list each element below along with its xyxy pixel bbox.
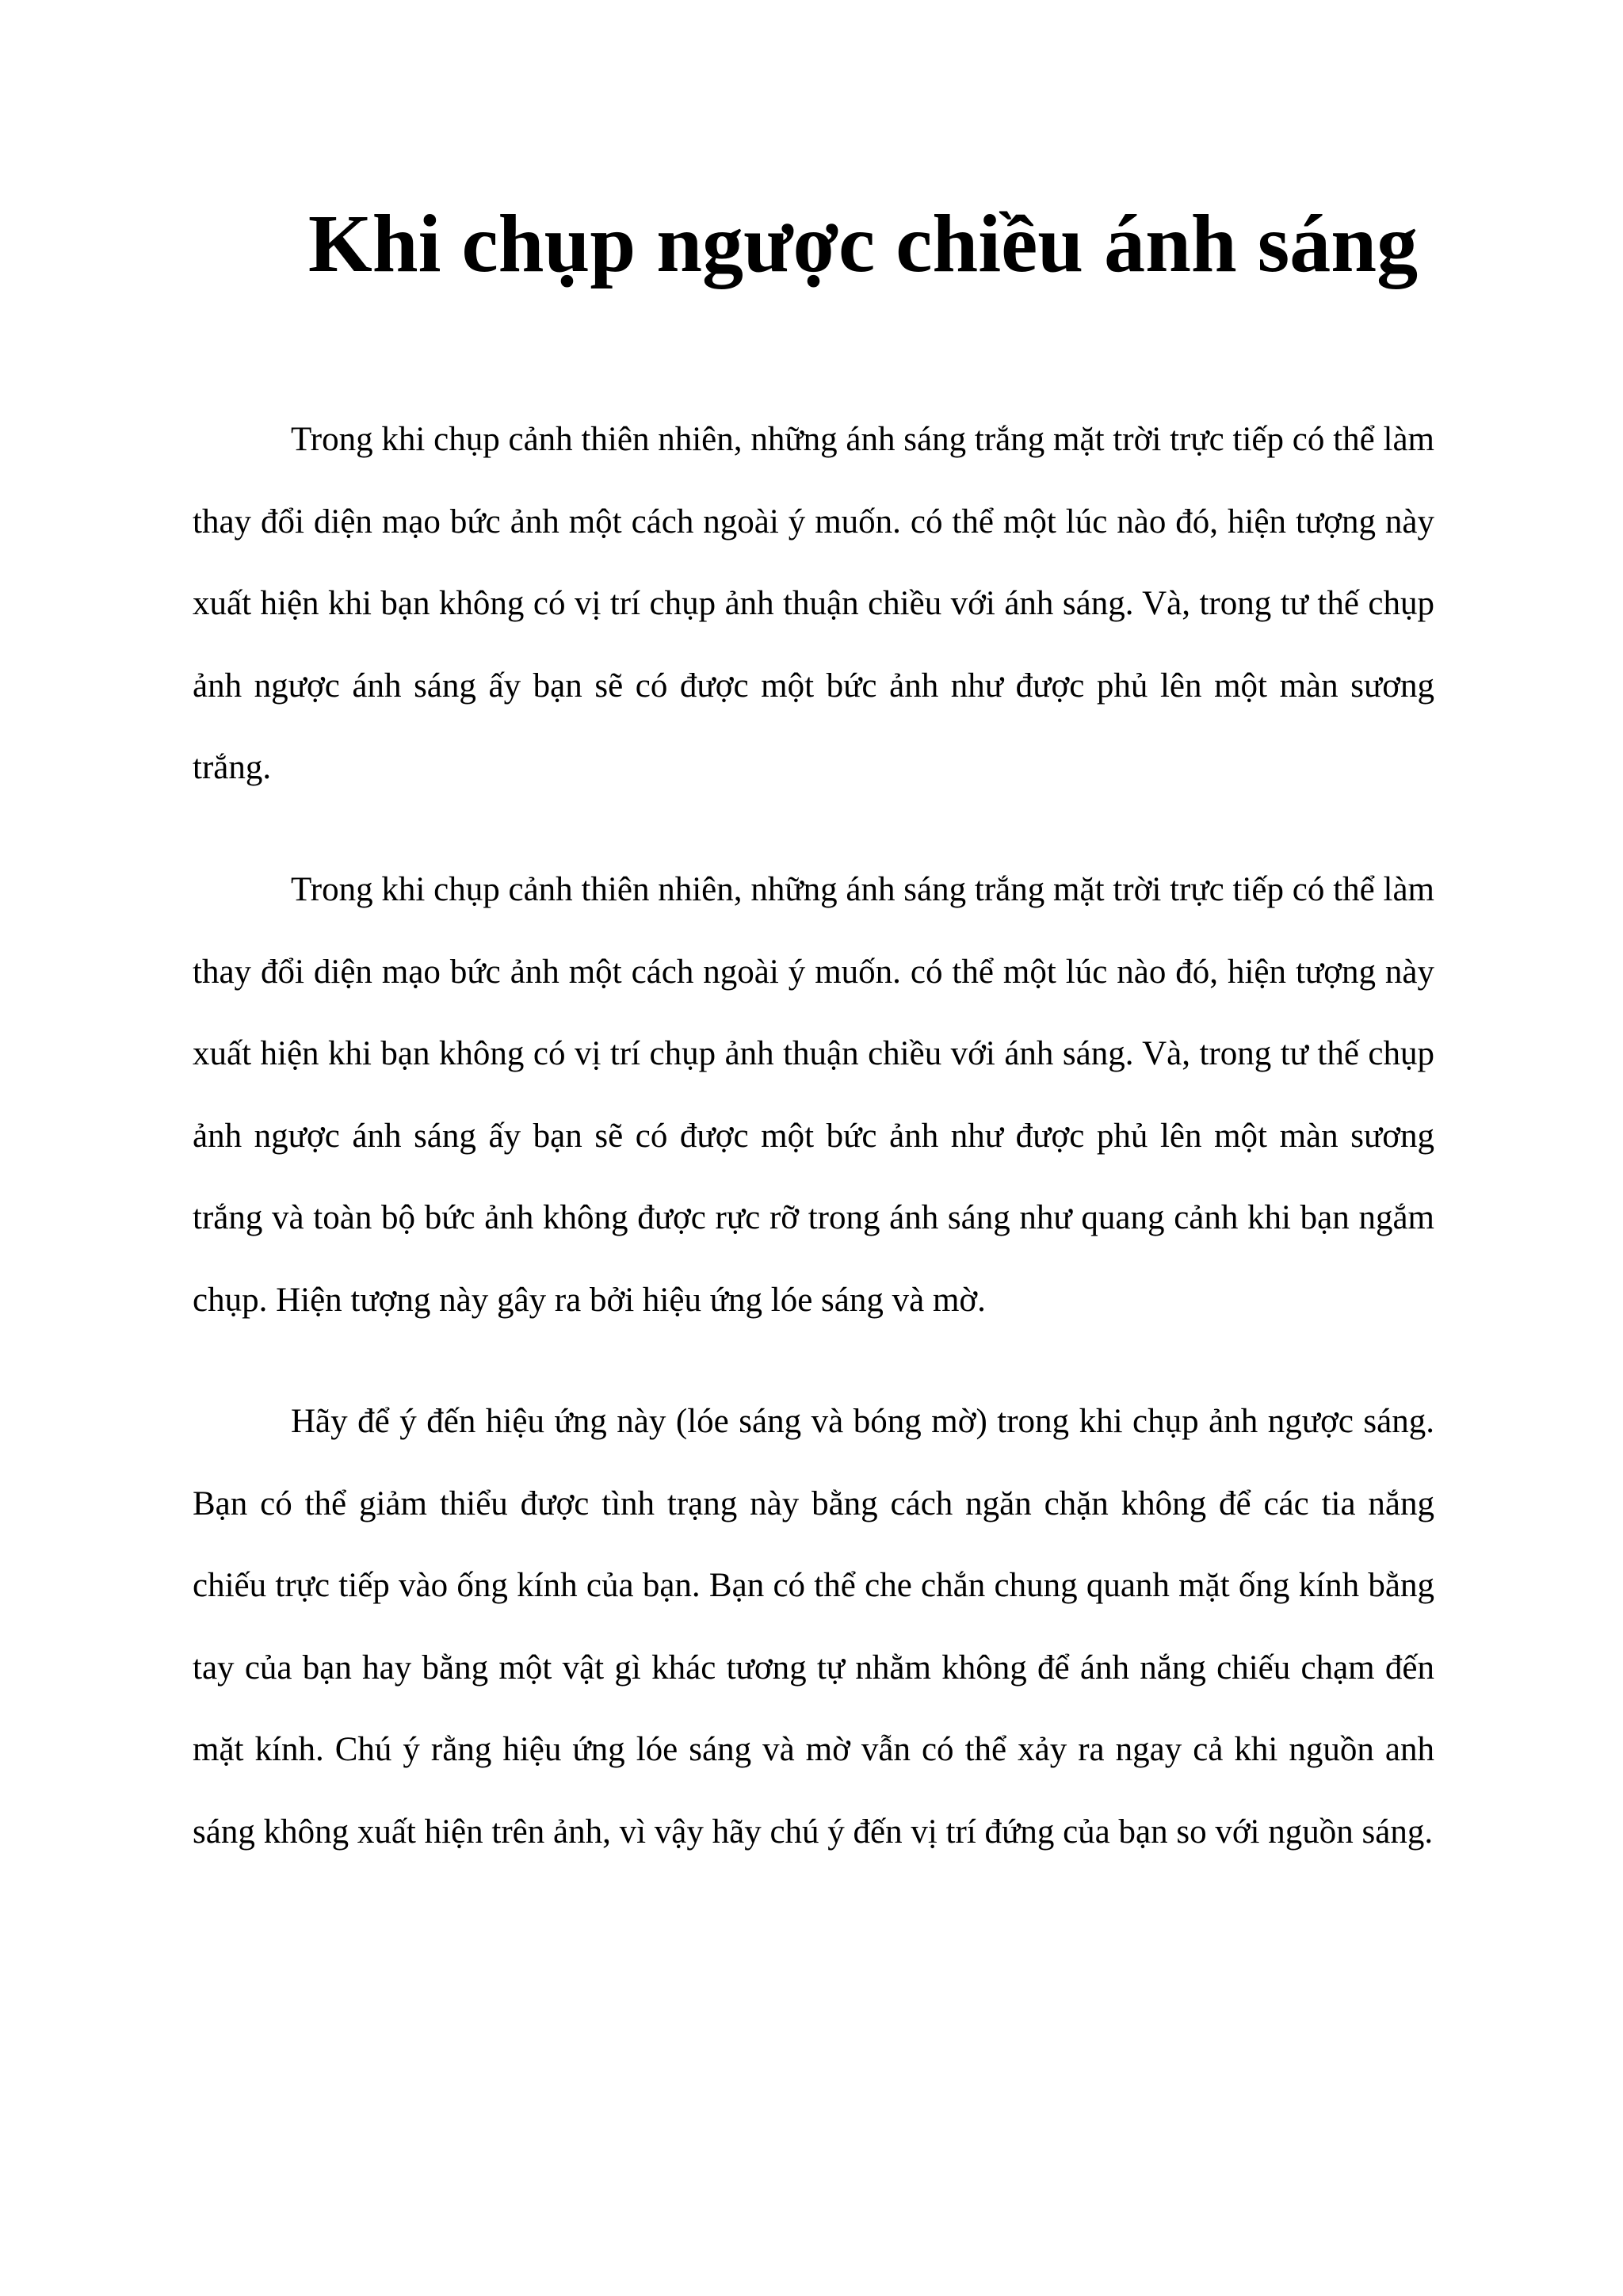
page-title: Khi chụp ngược chiều ánh sáng <box>307 198 1419 289</box>
body-paragraph-1: Trong khi chụp cảnh thiên nhiên, những ánh sáng trắng mặt trời trực tiếp có thể làm thay đổi diện mạo bức ảnh một cách ngoài ý muốn. có thể một lúc nào đó, hiện tượng này xuất hiện khi bạn không có vị trí chụp ảnh thuận chiều với ánh sáng. Và, trong tư thế chụp ảnh ngược ánh sáng ấy bạn sẽ có được một bức ảnh như được phủ lên một màn sương trắng. <box>193 421 1434 786</box>
body-paragraph-3: Hãy để ý đến hiệu ứng này (lóe sáng và bóng mờ) trong khi chụp ảnh ngược sáng. Bạn có thể giảm thiểu được tình trạng này bằng cách ngăn chặn không để các tia nắng chiếu trực tiếp vào ống kính của bạn. Bạn có thể che chắn chung quanh mặt ống kính bằng tay của bạn hay bằng một vật gì khác tương tự nhằm không để ánh nắng chiếu chạm đến mặt kính. Chú ý rằng hiệu ứng lóe sáng và mờ vẫn có thể xảy ra ngay cả khi nguồn anh sáng không xuất hiện trên ảnh, vì vậy hãy chú ý đến vị trí đứng của bạn so với nguồn sáng. <box>193 1403 1434 1851</box>
body-paragraph-2: Trong khi chụp cảnh thiên nhiên, những ánh sáng trắng mặt trời trực tiếp có thể làm thay đổi diện mạo bức ảnh một cách ngoài ý muốn. có thể một lúc nào đó, hiện tượng này xuất hiện khi bạn không có vị trí chụp ảnh thuận chiều với ánh sáng. Và, trong tư thế chụp ảnh ngược ánh sáng ấy bạn sẽ có được một bức ảnh như được phủ lên một màn sương trắng và toàn bộ bức ảnh không được rực rỡ trong ánh sáng như quang cảnh khi bạn ngắm chụp. Hiện tượng này gây ra bởi hiệu ứng lóe sáng và mờ. <box>193 871 1434 1319</box>
